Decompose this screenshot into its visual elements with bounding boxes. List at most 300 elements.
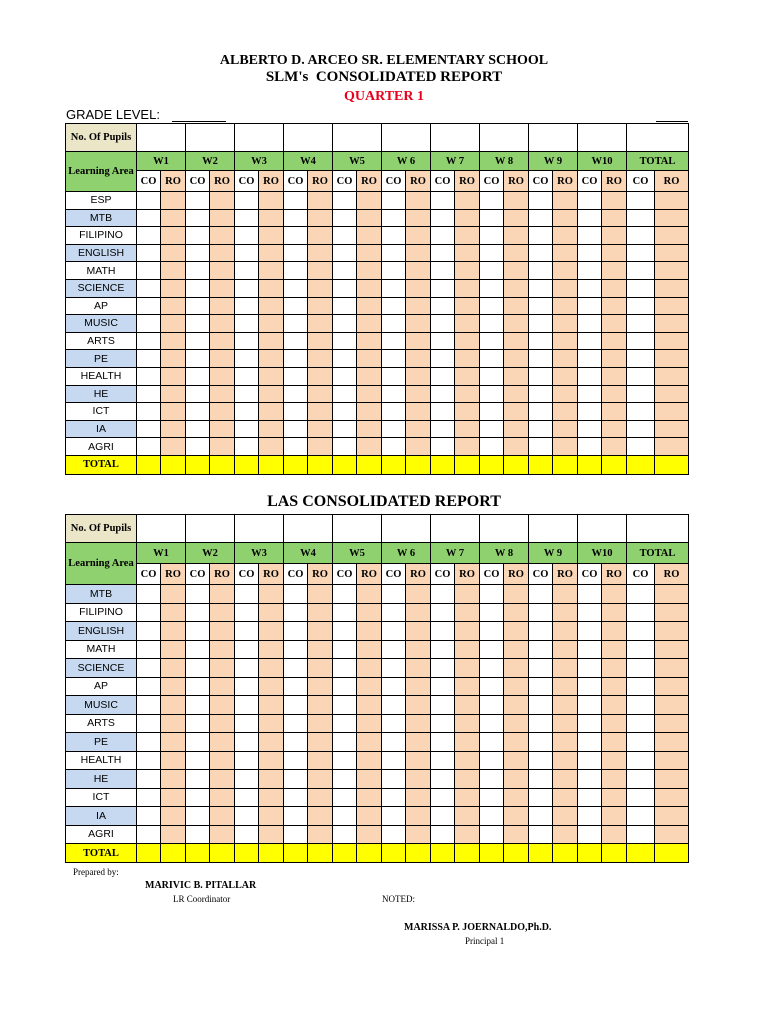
ro-cell[interactable] — [357, 192, 382, 210]
ro-cell[interactable] — [455, 770, 480, 789]
co-cell[interactable] — [284, 350, 308, 368]
ro-cell[interactable] — [161, 640, 186, 659]
co-cell[interactable] — [529, 788, 553, 807]
ro-cell[interactable] — [357, 807, 382, 826]
co-cell[interactable] — [284, 751, 308, 770]
ro-cell[interactable] — [504, 770, 529, 789]
co-cell[interactable] — [431, 622, 455, 641]
ro-cell[interactable] — [357, 279, 382, 297]
co-cell[interactable] — [578, 603, 602, 622]
ro-cell[interactable] — [308, 603, 333, 622]
total-cell[interactable] — [455, 455, 480, 474]
co-cell[interactable] — [627, 585, 655, 604]
co-cell[interactable] — [578, 640, 602, 659]
ro-cell[interactable] — [406, 244, 431, 262]
co-cell[interactable] — [627, 659, 655, 678]
co-cell[interactable] — [480, 603, 504, 622]
ro-cell[interactable] — [553, 622, 578, 641]
co-cell[interactable] — [529, 438, 553, 456]
co-cell[interactable] — [627, 733, 655, 752]
ro-cell[interactable] — [504, 807, 529, 826]
total-cell[interactable] — [382, 844, 406, 863]
co-cell[interactable] — [382, 640, 406, 659]
total-cell[interactable] — [259, 844, 284, 863]
ro-cell[interactable] — [259, 350, 284, 368]
co-cell[interactable] — [431, 332, 455, 350]
ro-cell[interactable] — [308, 751, 333, 770]
ro-cell[interactable] — [259, 825, 284, 844]
ro-cell[interactable] — [602, 209, 627, 227]
total-cell[interactable] — [284, 844, 308, 863]
ro-cell[interactable] — [406, 367, 431, 385]
ro-cell[interactable] — [210, 244, 235, 262]
ro-cell[interactable] — [406, 350, 431, 368]
pupils-count-cell[interactable] — [529, 124, 578, 152]
ro-cell[interactable] — [357, 244, 382, 262]
pupils-count-cell[interactable] — [529, 515, 578, 543]
ro-cell[interactable] — [161, 192, 186, 210]
co-cell[interactable] — [333, 262, 357, 280]
ro-cell[interactable] — [602, 438, 627, 456]
ro-cell[interactable] — [161, 209, 186, 227]
total-cell[interactable] — [529, 844, 553, 863]
ro-cell[interactable] — [210, 622, 235, 641]
co-cell[interactable] — [578, 420, 602, 438]
ro-cell[interactable] — [308, 315, 333, 333]
ro-cell[interactable] — [455, 192, 480, 210]
co-cell[interactable] — [284, 788, 308, 807]
ro-cell[interactable] — [553, 714, 578, 733]
co-cell[interactable] — [284, 603, 308, 622]
co-cell[interactable] — [431, 585, 455, 604]
total-cell[interactable] — [578, 455, 602, 474]
ro-cell[interactable] — [504, 385, 529, 403]
ro-cell[interactable] — [210, 603, 235, 622]
co-cell[interactable] — [137, 403, 161, 421]
ro-cell[interactable] — [553, 244, 578, 262]
ro-cell[interactable] — [357, 403, 382, 421]
co-cell[interactable] — [431, 279, 455, 297]
ro-cell[interactable] — [455, 438, 480, 456]
co-cell[interactable] — [480, 279, 504, 297]
co-cell[interactable] — [235, 420, 259, 438]
co-cell[interactable] — [333, 733, 357, 752]
ro-cell[interactable] — [504, 209, 529, 227]
co-cell[interactable] — [284, 315, 308, 333]
co-cell[interactable] — [431, 367, 455, 385]
co-cell[interactable] — [382, 192, 406, 210]
ro-cell[interactable] — [357, 788, 382, 807]
ro-cell[interactable] — [553, 315, 578, 333]
co-cell[interactable] — [284, 385, 308, 403]
ro-cell[interactable] — [210, 315, 235, 333]
co-cell[interactable] — [578, 209, 602, 227]
ro-cell[interactable] — [455, 714, 480, 733]
ro-cell[interactable] — [553, 659, 578, 678]
ro-cell[interactable] — [602, 585, 627, 604]
total-cell[interactable] — [210, 455, 235, 474]
ro-cell[interactable] — [357, 438, 382, 456]
co-cell[interactable] — [284, 244, 308, 262]
co-cell[interactable] — [480, 733, 504, 752]
ro-cell[interactable] — [357, 714, 382, 733]
co-cell[interactable] — [578, 770, 602, 789]
ro-cell[interactable] — [655, 367, 689, 385]
co-cell[interactable] — [333, 585, 357, 604]
co-cell[interactable] — [333, 227, 357, 245]
co-cell[interactable] — [431, 262, 455, 280]
co-cell[interactable] — [186, 227, 210, 245]
co-cell[interactable] — [578, 332, 602, 350]
ro-cell[interactable] — [455, 297, 480, 315]
ro-cell[interactable] — [357, 262, 382, 280]
ro-cell[interactable] — [357, 696, 382, 715]
co-cell[interactable] — [480, 420, 504, 438]
co-cell[interactable] — [627, 420, 655, 438]
co-cell[interactable] — [627, 227, 655, 245]
co-cell[interactable] — [382, 788, 406, 807]
ro-cell[interactable] — [455, 262, 480, 280]
co-cell[interactable] — [529, 807, 553, 826]
co-cell[interactable] — [333, 788, 357, 807]
ro-cell[interactable] — [655, 350, 689, 368]
co-cell[interactable] — [333, 622, 357, 641]
ro-cell[interactable] — [553, 209, 578, 227]
co-cell[interactable] — [382, 438, 406, 456]
co-cell[interactable] — [480, 751, 504, 770]
ro-cell[interactable] — [455, 244, 480, 262]
ro-cell[interactable] — [504, 640, 529, 659]
co-cell[interactable] — [284, 677, 308, 696]
ro-cell[interactable] — [553, 385, 578, 403]
ro-cell[interactable] — [553, 227, 578, 245]
co-cell[interactable] — [333, 385, 357, 403]
ro-cell[interactable] — [553, 297, 578, 315]
ro-cell[interactable] — [504, 622, 529, 641]
co-cell[interactable] — [186, 350, 210, 368]
co-cell[interactable] — [137, 696, 161, 715]
ro-cell[interactable] — [504, 788, 529, 807]
co-cell[interactable] — [529, 192, 553, 210]
co-cell[interactable] — [284, 770, 308, 789]
ro-cell[interactable] — [455, 315, 480, 333]
co-cell[interactable] — [382, 585, 406, 604]
co-cell[interactable] — [137, 315, 161, 333]
ro-cell[interactable] — [455, 696, 480, 715]
co-cell[interactable] — [529, 677, 553, 696]
co-cell[interactable] — [431, 733, 455, 752]
co-cell[interactable] — [333, 420, 357, 438]
ro-cell[interactable] — [308, 677, 333, 696]
ro-cell[interactable] — [308, 825, 333, 844]
ro-cell[interactable] — [455, 733, 480, 752]
pupils-count-cell[interactable] — [284, 515, 333, 543]
ro-cell[interactable] — [161, 677, 186, 696]
co-cell[interactable] — [578, 677, 602, 696]
ro-cell[interactable] — [357, 603, 382, 622]
ro-cell[interactable] — [406, 279, 431, 297]
co-cell[interactable] — [186, 622, 210, 641]
ro-cell[interactable] — [357, 420, 382, 438]
ro-cell[interactable] — [308, 733, 333, 752]
ro-cell[interactable] — [602, 788, 627, 807]
co-cell[interactable] — [382, 677, 406, 696]
co-cell[interactable] — [627, 696, 655, 715]
total-cell[interactable] — [137, 844, 161, 863]
ro-cell[interactable] — [259, 807, 284, 826]
co-cell[interactable] — [382, 659, 406, 678]
ro-cell[interactable] — [655, 279, 689, 297]
ro-cell[interactable] — [553, 640, 578, 659]
ro-cell[interactable] — [504, 696, 529, 715]
ro-cell[interactable] — [602, 420, 627, 438]
ro-cell[interactable] — [357, 227, 382, 245]
co-cell[interactable] — [235, 438, 259, 456]
ro-cell[interactable] — [655, 807, 689, 826]
pupils-count-cell[interactable] — [431, 515, 480, 543]
co-cell[interactable] — [382, 227, 406, 245]
ro-cell[interactable] — [655, 420, 689, 438]
co-cell[interactable] — [529, 714, 553, 733]
co-cell[interactable] — [186, 825, 210, 844]
ro-cell[interactable] — [655, 192, 689, 210]
ro-cell[interactable] — [504, 227, 529, 245]
co-cell[interactable] — [578, 192, 602, 210]
ro-cell[interactable] — [602, 622, 627, 641]
co-cell[interactable] — [480, 696, 504, 715]
co-cell[interactable] — [578, 751, 602, 770]
co-cell[interactable] — [578, 403, 602, 421]
co-cell[interactable] — [431, 714, 455, 733]
co-cell[interactable] — [186, 696, 210, 715]
co-cell[interactable] — [627, 788, 655, 807]
co-cell[interactable] — [284, 659, 308, 678]
ro-cell[interactable] — [655, 332, 689, 350]
ro-cell[interactable] — [357, 677, 382, 696]
total-cell[interactable] — [406, 455, 431, 474]
ro-cell[interactable] — [602, 262, 627, 280]
ro-cell[interactable] — [504, 677, 529, 696]
ro-cell[interactable] — [602, 659, 627, 678]
ro-cell[interactable] — [655, 677, 689, 696]
co-cell[interactable] — [431, 696, 455, 715]
co-cell[interactable] — [235, 385, 259, 403]
ro-cell[interactable] — [210, 192, 235, 210]
ro-cell[interactable] — [406, 420, 431, 438]
co-cell[interactable] — [529, 403, 553, 421]
co-cell[interactable] — [382, 297, 406, 315]
ro-cell[interactable] — [210, 297, 235, 315]
co-cell[interactable] — [627, 622, 655, 641]
co-cell[interactable] — [235, 714, 259, 733]
ro-cell[interactable] — [210, 659, 235, 678]
ro-cell[interactable] — [210, 385, 235, 403]
ro-cell[interactable] — [259, 262, 284, 280]
ro-cell[interactable] — [553, 367, 578, 385]
co-cell[interactable] — [431, 192, 455, 210]
ro-cell[interactable] — [553, 192, 578, 210]
ro-cell[interactable] — [308, 350, 333, 368]
ro-cell[interactable] — [655, 640, 689, 659]
ro-cell[interactable] — [602, 770, 627, 789]
ro-cell[interactable] — [161, 714, 186, 733]
co-cell[interactable] — [284, 696, 308, 715]
co-cell[interactable] — [431, 788, 455, 807]
ro-cell[interactable] — [553, 420, 578, 438]
co-cell[interactable] — [480, 403, 504, 421]
co-cell[interactable] — [137, 350, 161, 368]
ro-cell[interactable] — [602, 640, 627, 659]
co-cell[interactable] — [382, 733, 406, 752]
ro-cell[interactable] — [655, 622, 689, 641]
ro-cell[interactable] — [655, 262, 689, 280]
co-cell[interactable] — [480, 244, 504, 262]
co-cell[interactable] — [627, 770, 655, 789]
ro-cell[interactable] — [406, 192, 431, 210]
co-cell[interactable] — [333, 244, 357, 262]
co-cell[interactable] — [284, 192, 308, 210]
co-cell[interactable] — [578, 385, 602, 403]
pupils-count-cell[interactable] — [186, 124, 235, 152]
co-cell[interactable] — [382, 209, 406, 227]
ro-cell[interactable] — [308, 385, 333, 403]
co-cell[interactable] — [529, 659, 553, 678]
ro-cell[interactable] — [504, 733, 529, 752]
co-cell[interactable] — [529, 585, 553, 604]
grade-level-blank[interactable] — [172, 121, 226, 122]
pupils-count-cell[interactable] — [137, 515, 186, 543]
ro-cell[interactable] — [308, 770, 333, 789]
ro-cell[interactable] — [602, 192, 627, 210]
co-cell[interactable] — [480, 350, 504, 368]
ro-cell[interactable] — [259, 367, 284, 385]
ro-cell[interactable] — [161, 262, 186, 280]
co-cell[interactable] — [235, 403, 259, 421]
ro-cell[interactable] — [553, 438, 578, 456]
co-cell[interactable] — [186, 297, 210, 315]
ro-cell[interactable] — [406, 403, 431, 421]
co-cell[interactable] — [284, 403, 308, 421]
co-cell[interactable] — [431, 825, 455, 844]
co-cell[interactable] — [333, 279, 357, 297]
co-cell[interactable] — [480, 192, 504, 210]
co-cell[interactable] — [186, 677, 210, 696]
pupils-count-cell[interactable] — [480, 515, 529, 543]
ro-cell[interactable] — [655, 227, 689, 245]
ro-cell[interactable] — [655, 733, 689, 752]
co-cell[interactable] — [186, 332, 210, 350]
ro-cell[interactable] — [259, 244, 284, 262]
co-cell[interactable] — [382, 807, 406, 826]
co-cell[interactable] — [480, 640, 504, 659]
co-cell[interactable] — [431, 807, 455, 826]
co-cell[interactable] — [480, 622, 504, 641]
co-cell[interactable] — [480, 788, 504, 807]
co-cell[interactable] — [284, 367, 308, 385]
co-cell[interactable] — [431, 385, 455, 403]
total-cell[interactable] — [655, 455, 689, 474]
ro-cell[interactable] — [308, 438, 333, 456]
co-cell[interactable] — [578, 788, 602, 807]
co-cell[interactable] — [186, 640, 210, 659]
co-cell[interactable] — [431, 770, 455, 789]
ro-cell[interactable] — [259, 770, 284, 789]
co-cell[interactable] — [480, 332, 504, 350]
co-cell[interactable] — [235, 227, 259, 245]
ro-cell[interactable] — [161, 788, 186, 807]
ro-cell[interactable] — [455, 677, 480, 696]
ro-cell[interactable] — [602, 825, 627, 844]
co-cell[interactable] — [137, 659, 161, 678]
co-cell[interactable] — [627, 385, 655, 403]
co-cell[interactable] — [186, 733, 210, 752]
co-cell[interactable] — [578, 622, 602, 641]
ro-cell[interactable] — [357, 640, 382, 659]
ro-cell[interactable] — [259, 438, 284, 456]
co-cell[interactable] — [284, 825, 308, 844]
co-cell[interactable] — [529, 751, 553, 770]
pupils-count-cell[interactable] — [333, 515, 382, 543]
ro-cell[interactable] — [504, 751, 529, 770]
pupils-count-cell[interactable] — [137, 124, 186, 152]
co-cell[interactable] — [627, 751, 655, 770]
total-cell[interactable] — [357, 455, 382, 474]
ro-cell[interactable] — [455, 350, 480, 368]
co-cell[interactable] — [235, 332, 259, 350]
co-cell[interactable] — [333, 603, 357, 622]
total-cell[interactable] — [480, 844, 504, 863]
ro-cell[interactable] — [210, 640, 235, 659]
ro-cell[interactable] — [259, 733, 284, 752]
co-cell[interactable] — [333, 315, 357, 333]
co-cell[interactable] — [480, 585, 504, 604]
total-cell[interactable] — [627, 844, 655, 863]
ro-cell[interactable] — [161, 385, 186, 403]
co-cell[interactable] — [529, 420, 553, 438]
co-cell[interactable] — [627, 350, 655, 368]
ro-cell[interactable] — [553, 603, 578, 622]
co-cell[interactable] — [284, 807, 308, 826]
ro-cell[interactable] — [259, 209, 284, 227]
co-cell[interactable] — [627, 209, 655, 227]
ro-cell[interactable] — [259, 192, 284, 210]
total-cell[interactable] — [161, 844, 186, 863]
co-cell[interactable] — [137, 640, 161, 659]
co-cell[interactable] — [431, 438, 455, 456]
ro-cell[interactable] — [161, 825, 186, 844]
ro-cell[interactable] — [504, 192, 529, 210]
ro-cell[interactable] — [455, 622, 480, 641]
total-cell[interactable] — [161, 455, 186, 474]
co-cell[interactable] — [333, 640, 357, 659]
co-cell[interactable] — [578, 350, 602, 368]
ro-cell[interactable] — [161, 332, 186, 350]
co-cell[interactable] — [480, 807, 504, 826]
co-cell[interactable] — [578, 825, 602, 844]
co-cell[interactable] — [578, 733, 602, 752]
co-cell[interactable] — [235, 297, 259, 315]
ro-cell[interactable] — [259, 279, 284, 297]
ro-cell[interactable] — [357, 733, 382, 752]
co-cell[interactable] — [529, 244, 553, 262]
ro-cell[interactable] — [602, 733, 627, 752]
co-cell[interactable] — [382, 751, 406, 770]
ro-cell[interactable] — [357, 367, 382, 385]
co-cell[interactable] — [137, 807, 161, 826]
co-cell[interactable] — [627, 603, 655, 622]
co-cell[interactable] — [284, 209, 308, 227]
co-cell[interactable] — [627, 640, 655, 659]
